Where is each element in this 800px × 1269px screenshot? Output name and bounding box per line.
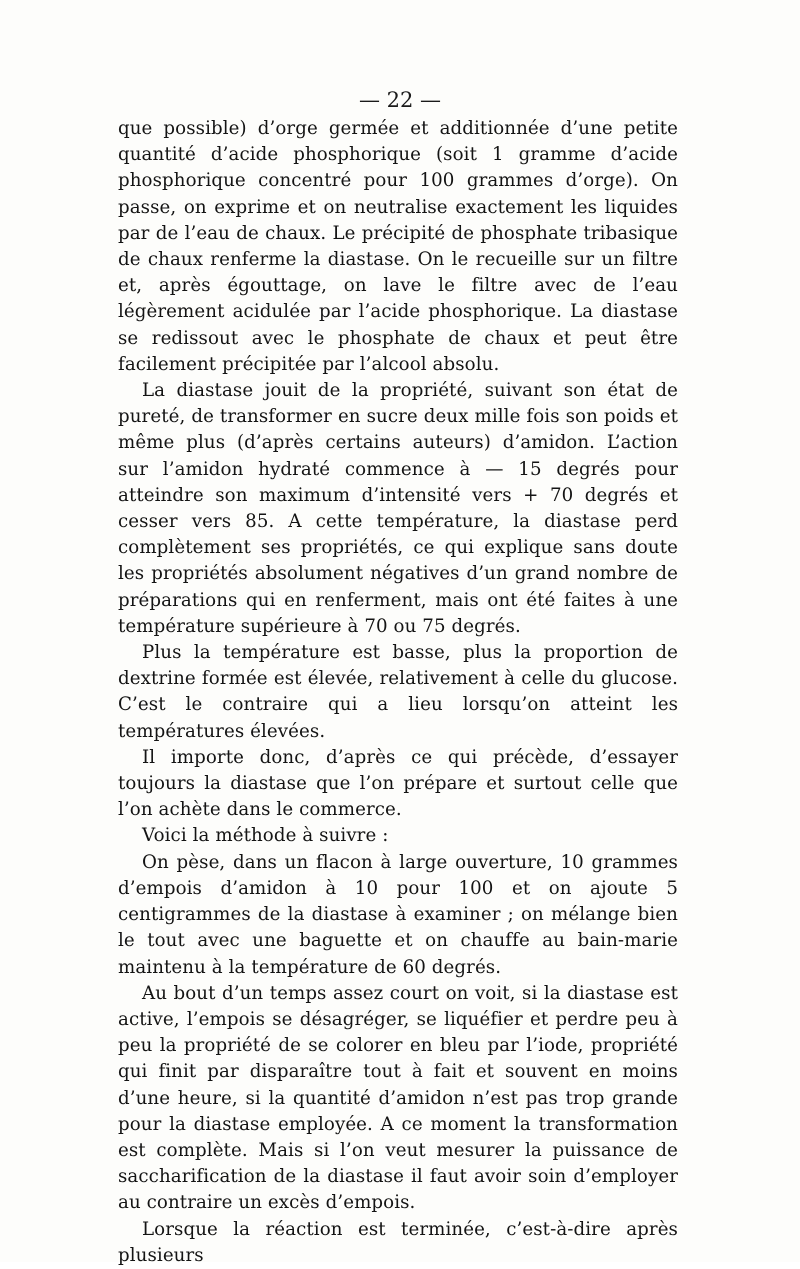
paragraph-diastase-properties: La diastase jouit de la propriété, suivant son état de pureté, de transformer en sucre deux mille fois son poids et même plus (d’après certains auteurs) d’amidon. L’action sur l’amidon hydraté commence à — 15 degrés pour atteindre son maximum d’intensité vers + 70 degrés et cesser vers 85. A cette température, la diastase perd complètement ses propriétés, ce qui explique sans doute les propriétés absolument négatives d’un grand nombre de préparations qui en renferment, mais ont été faites à une température supérieure à 70 ou 75 degrés. — [118, 380, 678, 637]
paragraph-importance-testing: Il importe donc, d’après ce qui précède, d’essayer toujours la diastase que l’on prépare et surtout celle que l’on achète dans le commerce. — [118, 746, 678, 821]
page-number: — 22 — — [358, 88, 442, 112]
paragraph-reaction-end: Lorsque la réaction est terminée, c’est-à-dire après plusieurs — [118, 1218, 678, 1266]
paragraph-temperature-dextrine: Plus la température est basse, plus la proportion de dextrine formée est élevée, relativement à celle du glucose. C’est le contraire qui a lieu lorsqu’on atteint les températures élevées. — [118, 642, 678, 742]
paragraph-method-weighing: On pèse, dans un flacon à large ouverture, 10 grammes d’empois d’amidon à 10 pour 100 et on ajoute 5 centigrammes de la diastase à examiner ; on mélange bien le tout avec une baguette et on chauffe au bain-marie maintenu à la température de 60 degrés. — [118, 851, 678, 978]
paragraph-method-intro: Voici la méthode à suivre : — [142, 825, 389, 847]
paragraph-continuation: que possible) d’orge germée et additionnée d’une petite quantité d’acide phosphorique (soit 1 gramme d’acide phosphorique concentré pour 100 grammes d’orge). On passe, on exprime et on neutralise exactement les liquides par de l’eau de chaux. Le précipité de phosphate tribasique de chaux renferme la diastase. On le recueille sur un filtre et, après égouttage, on lave le filtre avec de l’eau légèrement acidulée par l’acide phosphorique. La diastase se redissout avec le phosphate de chaux et peut être facilement précipitée par l’alcool absolu. — [118, 118, 678, 375]
paragraph-method-observation: Au bout d’un temps assez court on voit, si la diastase est active, l’empois se désagréger, se liquéfier et perdre peu à peu la propriété de se colorer en bleu par l’iode, propriété qui finit par disparaître tout à fait et souvent en moins d’une heure, si la quantité d’amidon n’est pas trop grande pour la diastase employée. A ce moment la transformation est complète. Mais si l’on veut mesurer la puissance de saccharification de la diastase il faut avoir soin d’employer au contraire un excès d’empois. — [118, 982, 678, 1214]
body-text — [118, 116, 678, 1269]
